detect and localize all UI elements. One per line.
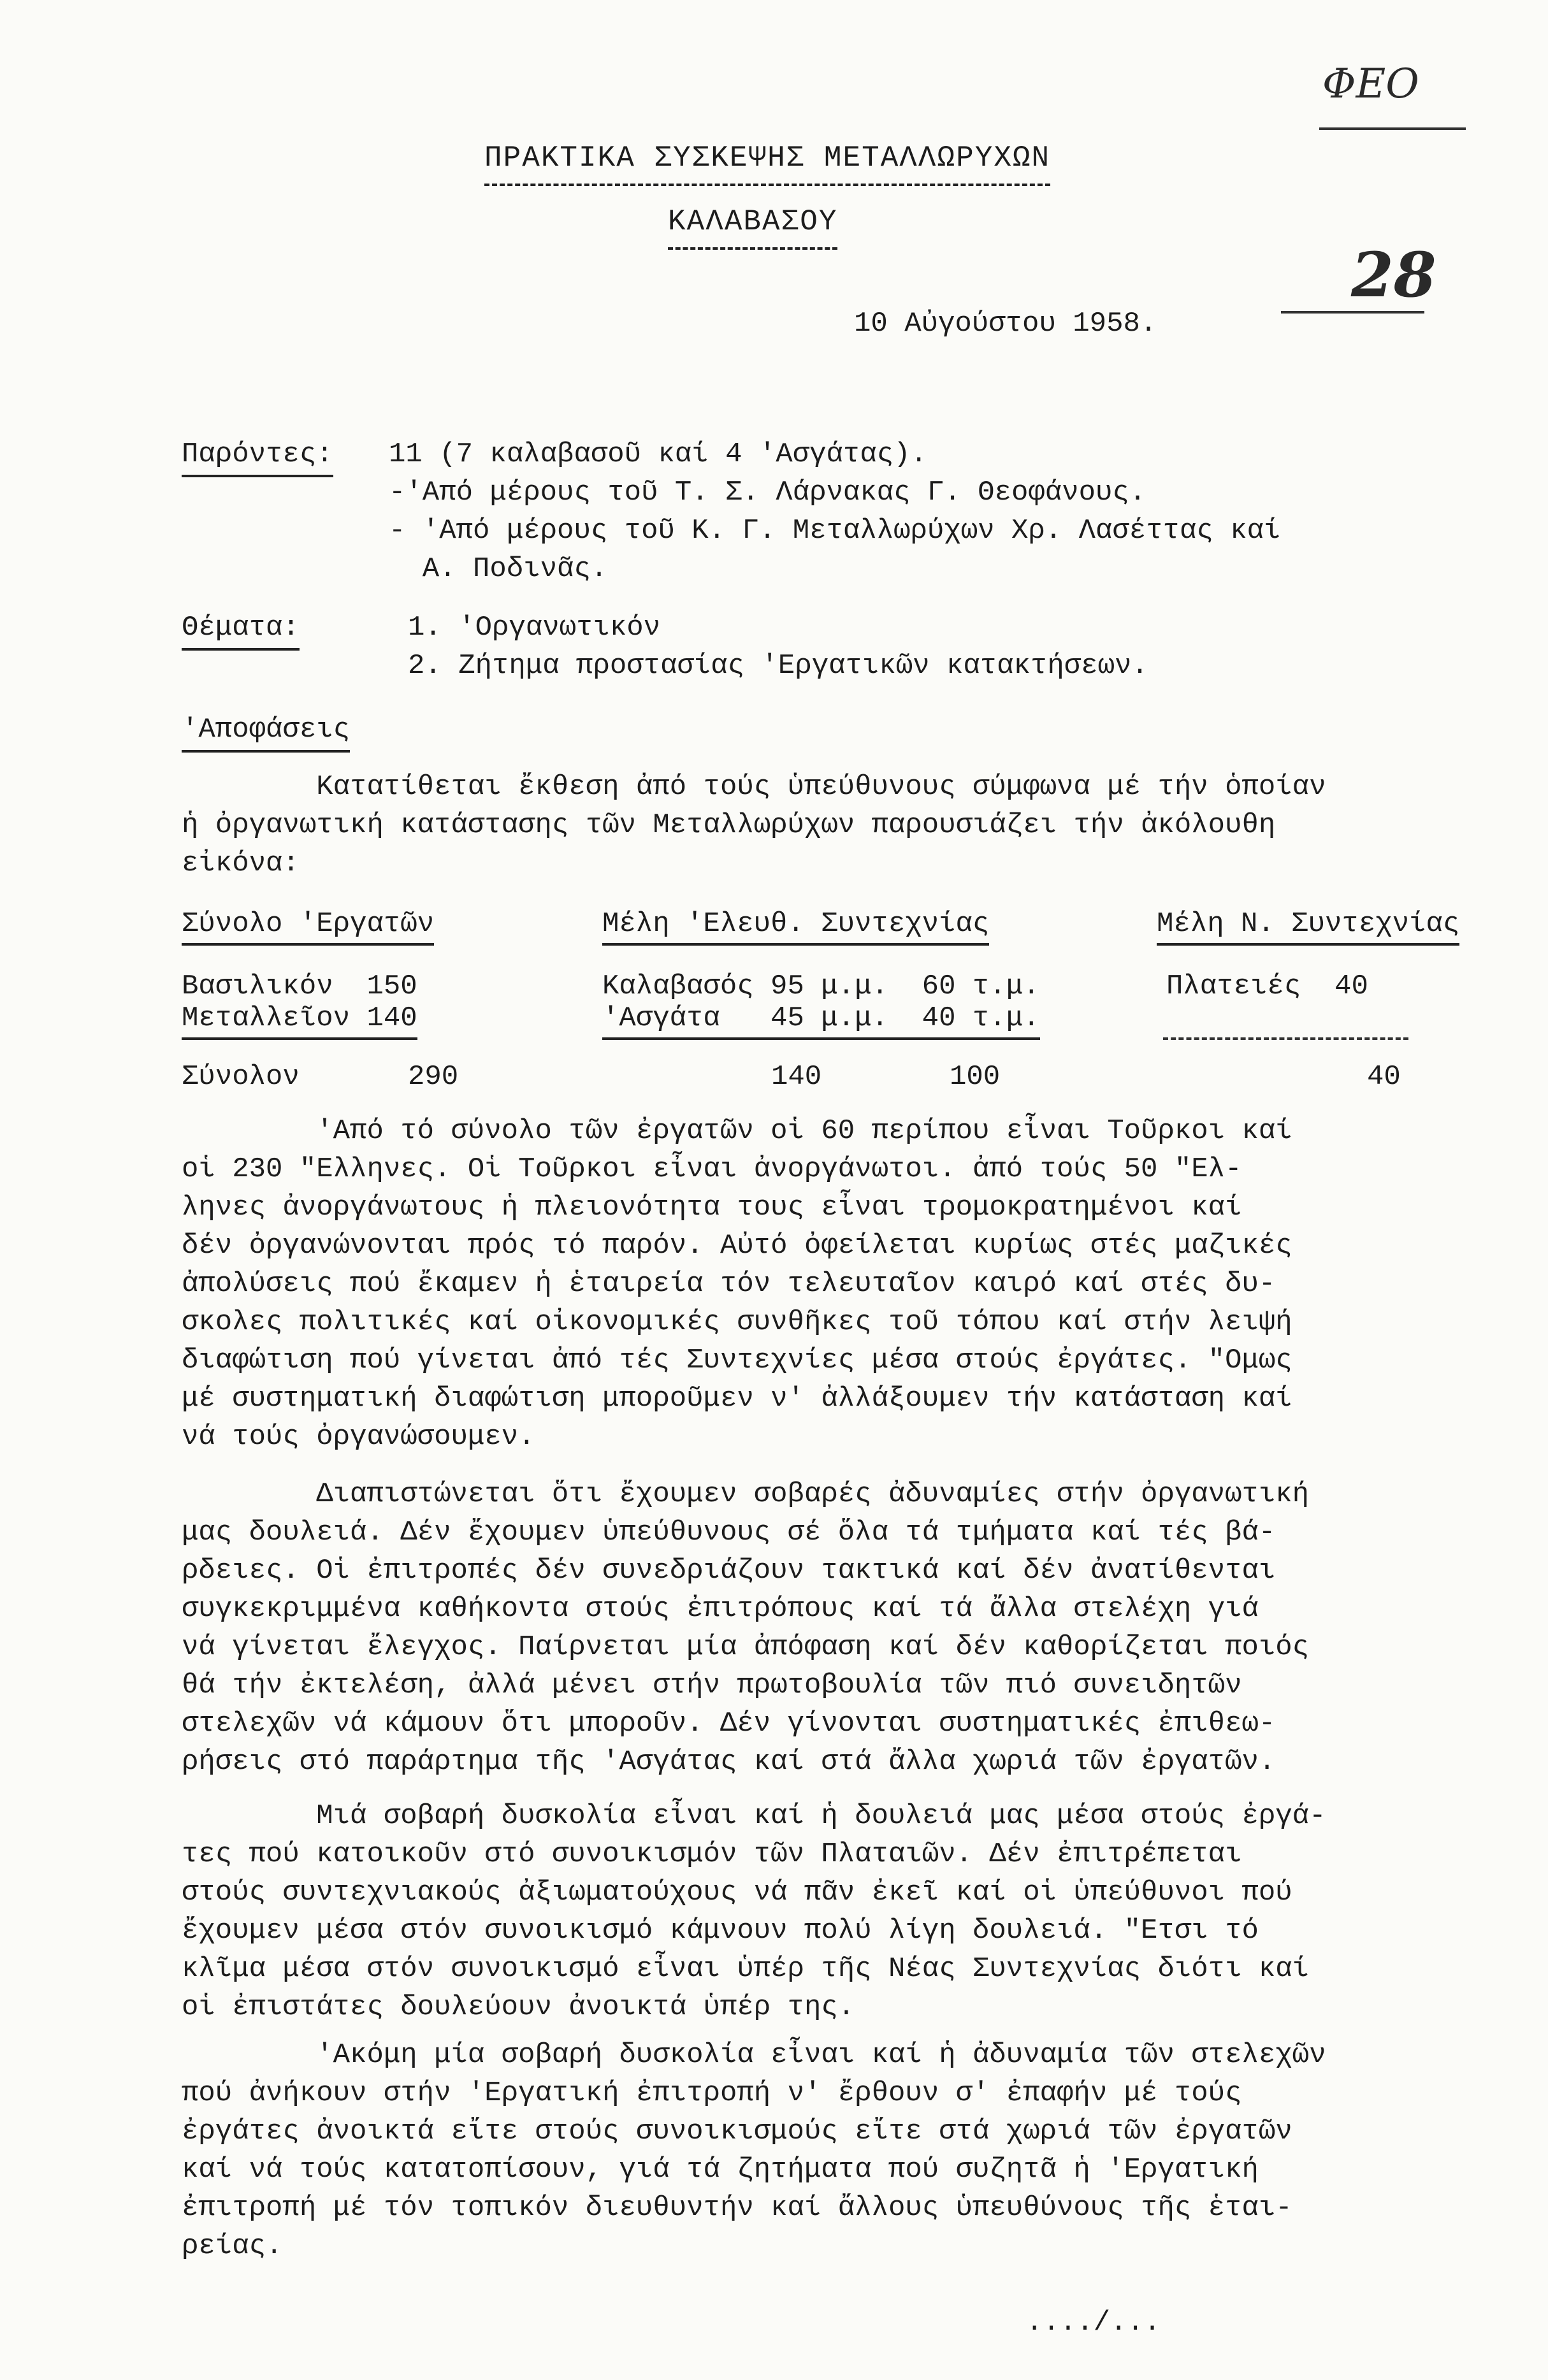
intro-line: ἡ ὀργανωτική κατάστασης τῶν Μεταλλωρύχων παρουσιάζει τήν ἀκόλουθη: [182, 809, 1276, 841]
continuation-marker: ..../...: [1026, 2307, 1161, 2339]
text-line: ληνες ἀνοργάνωτους ἡ πλειονότητα τους εἶναι τρομοκρατημένοι καί: [182, 1192, 1242, 1223]
text-line: στούς συντεχνιακούς ἀξιωματούχους νά πᾶν ἐκεῖ καί οἱ ὑπεύθυνοι πού: [182, 1877, 1292, 1908]
topic-item: 2. Ζήτημα προστασίας 'Εργατικῶν κατακτήσεων.: [408, 650, 1148, 682]
table-header-total-workers: Σύνολο 'Εργατῶν: [182, 905, 434, 946]
text-line: τες πού κατοικοῦν στό συνοικισμόν τῶν Πλαταιῶν. Δέν ἐπιτρέπεται: [182, 1838, 1242, 1870]
text-line: 'Από τό σύνολο τῶν ἐργατῶν οἱ 60 περίπου εἶναι Τοῦρκοι καί: [182, 1115, 1292, 1147]
document-title: ΠΡΑΚΤΙΚΑ ΣΥΣΚΕΨΗΣ ΜΕΤΑΛΛΩΡΥΧΩΝ: [484, 139, 1050, 186]
table-total-label: Σύνολον: [182, 1061, 300, 1093]
text-line: μας δουλειά. Δέν ἔχουμεν ὑπεύθυνους σέ ὅλα τά τμήματα καί τές βά-: [182, 1517, 1276, 1548]
text-line: ἔχουμεν μέσα στόν συνοικισμό κάμνουν πολύ λίγη δουλειά. "Ετσι τό: [182, 1915, 1259, 1947]
text-line: ἐργάτες ἀνοικτά εἴτε στούς συνοικισμούς εἴτε στά χωριά τῶν ἐργατῶν: [182, 2116, 1292, 2147]
table-cell: 'Ασγάτα 45 μ.μ. 40 τ.μ.: [602, 999, 1040, 1040]
text-line: οἱ 230 "Ελληνες. Οἱ Τοῦρκοι εἶναι ἀνοργάνωτοι. ἀπό τούς 50 "Ελ-: [182, 1153, 1242, 1185]
table-cell: Βασιλικόν 150: [182, 970, 417, 1002]
table-header-new-union: Μέλη Ν. Συντεχνίας: [1157, 905, 1459, 946]
table-header-free-union: Μέλη 'Ελευθ. Συντεχνίας: [602, 905, 989, 946]
text-line: νά γίνεται ἔλεγχος. Παίρνεται μία ἀπόφαση καί δέν καθορίζεται ποιός: [182, 1631, 1310, 1663]
text-line: στελεχῶν νά κάμουν ὅτι μποροῦν. Δέν γίνονται συστηματικές ἐπιθεω-: [182, 1708, 1276, 1740]
text-line: νά τούς ὀργανώσουμεν.: [182, 1421, 535, 1453]
text-line: ρήσεις στό παράρτημα τῆς 'Ασγάτας καί στά ἄλλα χωριά τῶν ἐργατῶν.: [182, 1746, 1276, 1778]
text-line: ἀπολύσεις πού ἔκαμεν ἡ ἑταιρεία τόν τελευταῖον καιρό καί στές δυ-: [182, 1268, 1276, 1300]
intro-line: εἰκόνα:: [182, 847, 300, 879]
document-subtitle: ΚΑΛΑΒΑΣΟΥ: [668, 203, 837, 250]
table-total-value: 40: [1367, 1061, 1401, 1093]
text-line: ρδειες. Οἱ ἐπιτροπές δέν συνεδριάζουν τακτικά καί δέν ἀνατίθενται: [182, 1555, 1276, 1587]
present-line: 11 (7 καλαβασοῦ καί 4 'Ασγάτας).: [389, 438, 927, 470]
table-total-value: 100: [950, 1061, 1001, 1093]
table-cell: Καλαβασός 95 μ.μ. 60 τ.μ.: [602, 970, 1040, 1002]
topic-item: 1. 'Οργανωτικόν: [408, 612, 661, 644]
present-label: Παρόντες:: [182, 435, 333, 477]
text-line: ἐπιτροπή μέ τόν τοπικόν διευθυντήν καί ἄλλους ὑπευθύνους τῆς ἑται-: [182, 2192, 1292, 2224]
topics-label: Θέματα:: [182, 609, 300, 651]
text-line: διαφώτιση πού γίνεται ἀπό τές Συντεχνίες μέσα στούς ἐργάτες. "Ομως: [182, 1345, 1292, 1376]
intro-line: Κατατίθεται ἔκθεση ἀπό τούς ὑπεύθυνους σύμφωνα μέ τήν ὁποίαν: [182, 771, 1326, 803]
topics-list: [408, 609, 1148, 685]
text-line: θά τήν ἐκτελέση, ἀλλά μένει στήν πρωτοβουλία τῶν πιό συνειδητῶν: [182, 1670, 1242, 1701]
table-total-value: 290: [408, 1061, 459, 1093]
paragraph-committee: [182, 2036, 1326, 2265]
text-line: καί νά τούς κατατοπίσουν, γιά τά ζητήματα πού συζητᾶ ἡ 'Εργατική: [182, 2154, 1259, 2186]
text-line: κλῖμα μέσα στόν συνοικισμό εἶναι ὑπέρ τῆς Νέας Συντεχνίας διότι καί: [182, 1953, 1310, 1985]
text-line: δέν ὀργανώνονται πρός τό παρόν. Αὐτό ὀφείλεται κυρίως στές μαζικές: [182, 1230, 1292, 1262]
text-line: μέ συστηματική διαφώτιση μποροῦμεν ν' ἀλλάξουμεν τήν κατάσταση καί: [182, 1383, 1292, 1415]
text-line: σκολες πολιτικές καί οἰκονομικές συνθῆκες τοῦ τόπου καί στήν λειψή: [182, 1306, 1292, 1338]
text-line: οἱ ἐπιστάτες δουλεύουν ἀνοικτά ὑπέρ της.: [182, 1991, 855, 2023]
document-date: 10 Αὐγούστου 1958.: [854, 308, 1157, 340]
paragraph-workers: [182, 1112, 1292, 1456]
text-line: πού ἀνήκουν στήν 'Εργατική ἐπιτροπή ν' ἔρθουν σ' ἐπαφήν μέ τούς: [182, 2077, 1242, 2109]
paragraph-settlement: [182, 1797, 1326, 2026]
table-total-value: 140: [771, 1061, 822, 1093]
handwritten-corner-code: ΦΕΟ: [1322, 61, 1419, 108]
present-list: [389, 435, 1280, 588]
present-line: -'Από μέρους τοῦ Τ. Σ. Λάρνακας Γ. Θεοφάνους.: [389, 477, 1147, 508]
text-line: ρείας.: [182, 2230, 283, 2262]
table-cell: Πλατειές 40: [1166, 970, 1368, 1002]
text-line: Μιά σοβαρή δυσκολία εἶναι καί ἡ δουλειά μας μέσα στούς ἐργά-: [182, 1800, 1326, 1832]
handwritten-underline: [1319, 127, 1466, 130]
table-cell: Μεταλλεῖον 140: [182, 999, 417, 1040]
text-line: συγκεκριμμένα καθήκοντα στούς ἐπιτρόπους καί τά ἄλλα στελέχη γιά: [182, 1593, 1259, 1625]
present-line: Α. Ποδινᾶς.: [389, 553, 608, 585]
text-line: 'Ακόμη μία σοβαρή δυσκολία εἶναι καί ἡ ἀδυναμία τῶν στελεχῶν: [182, 2039, 1326, 2071]
handwritten-page-number: 28: [1351, 239, 1436, 311]
table-sum-line: [1163, 1037, 1408, 1040]
present-line: - 'Από μέρους τοῦ Κ. Γ. Μεταλλωρύχων Χρ. Λασέττας καί: [389, 515, 1281, 547]
intro-text: [182, 768, 1326, 883]
decisions-label: 'Αποφάσεις: [182, 710, 350, 753]
text-line: Διαπιστώνεται ὅτι ἔχουμεν σοβαρές ἀδυναμίες στήν ὀργανωτική: [182, 1478, 1310, 1510]
paragraph-weaknesses: [182, 1475, 1309, 1781]
page-number-underline: [1281, 311, 1424, 314]
